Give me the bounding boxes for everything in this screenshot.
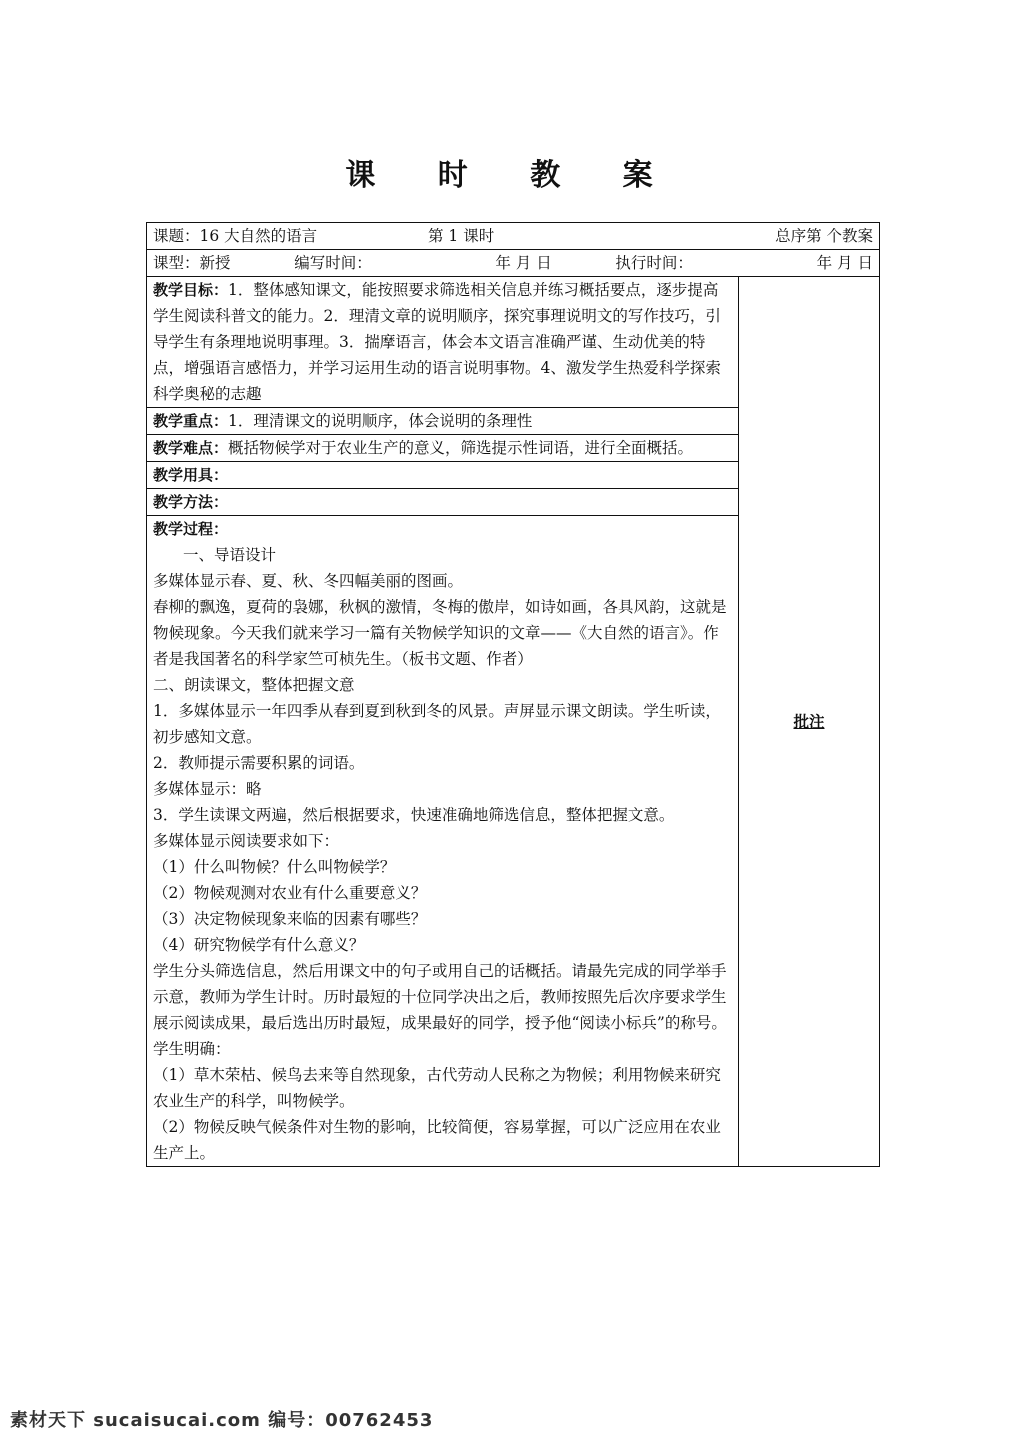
difficulty-label: 教学难点： (153, 439, 229, 457)
process-line: 1．多媒体显示一年四季从春到夏到秋到冬的风景。声屏显示课文朗读。学生听读，初步感知文意。 (153, 702, 721, 746)
page-title: 课 时 教 案 (345, 158, 679, 193)
goals-row (147, 277, 880, 408)
exec-time-label: 执行时间： (615, 254, 693, 272)
process-line: 3．学生读课文两遍，然后根据要求，快速准确地筛选信息，整体把握文意。 (153, 806, 675, 824)
notes-column (739, 277, 880, 1167)
focus-text: 1．理清课文的说明顺序，体会说明的条理性 (228, 412, 533, 430)
process-line: 春柳的飘逸，夏荷的袅娜，秋枫的激情，冬梅的傲岸，如诗如画，各具风韵，这就是物候现象。今天我们就来学习一篇有关物候学知识的文章——《大自然的语言》。作者是我国著名的科学家竺可桢先生。（板书文题、作者） (153, 598, 727, 668)
serial-cell: 总序第 个教案 (775, 227, 873, 245)
lesson-plan-table (146, 222, 880, 1167)
process-line: （1）什么叫物候？什么叫物候学？ (153, 858, 396, 876)
process-line: 学生明确： (153, 1040, 231, 1058)
process-line: （4）研究物候学有什么意义？ (153, 936, 365, 954)
header-row-topic (147, 223, 880, 250)
process-line: （3）决定物候现象来临的因素有哪些？ (153, 910, 427, 928)
written-time-label: 编写时间： (294, 254, 372, 272)
process-line: 多媒体显示阅读要求如下： (153, 832, 340, 850)
lesson-count-cell: 第 1 课时 (428, 227, 495, 245)
goals-text: 1．整体感知课文，能按照要求筛选相关信息并练习概括要点，逐步提高学生阅读科普文的能力。2．理清文章的说明顺序，探究事理说明文的写作技巧，引导学生有条理地说明事理。3．揣摩语言，体会本文语言准确严谨、生动优美的特点，增强语言感悟力，并学习运用生动的语言说明事物。4、激发学生热爱科学探索科学奥秘的志趣 (153, 281, 721, 403)
watermark: 素材天下 sucaisucai.com 编号：00762453 (10, 1410, 434, 1431)
goals-label: 教学目标： (153, 281, 229, 299)
process-line: 2．教师提示需要积累的词语。 (153, 754, 365, 772)
notes-label: 批注 (793, 712, 825, 731)
process-line: （2）物候反映气候条件对生物的影响，比较简便，容易掌握，可以广泛应用在农业生产上。 (153, 1118, 721, 1162)
process-line: 学生分头筛选信息，然后用课文中的句子或用自己的话概括。请最先完成的同学举手示意，教师为学生计时。历时最短的十位同学决出之后，教师按照先后次序要求学生展示阅读成果，最后选出历时最短，成果最好的同学，授予他“阅读小标兵”的称号。 (153, 962, 727, 1032)
header-row-type (147, 250, 880, 277)
process-line: 二、朗读课文，整体把握文意 (153, 676, 355, 694)
tools-label: 教学用具： (153, 466, 229, 484)
process-label: 教学过程： (153, 520, 229, 538)
process-line: （2）物候观测对农业有什么重要意义？ (153, 884, 427, 902)
process-line: 多媒体显示春、夏、秋、冬四幅美丽的图画。 (153, 572, 464, 590)
methods-label: 教学方法： (153, 493, 229, 511)
difficulty-text: 概括物候学对于农业生产的意义，筛选提示性词语，进行全面概括。 (228, 439, 694, 457)
process-line: （1）草木荣枯、候鸟去来等自然现象，古代劳动人民称之为物候；利用物候来研究农业生产的科学，叫物候学。 (153, 1066, 721, 1110)
written-date: 年 月 日 (495, 254, 552, 272)
process-line: 一、导语设计 (183, 546, 277, 564)
exec-date: 年 月 日 (816, 254, 873, 272)
topic-cell: 课题：16 大自然的语言 (153, 227, 318, 245)
focus-label: 教学重点： (153, 412, 229, 430)
lesson-type-cell: 课型：新授 (153, 254, 231, 272)
process-line: 多媒体显示：略 (153, 780, 262, 798)
